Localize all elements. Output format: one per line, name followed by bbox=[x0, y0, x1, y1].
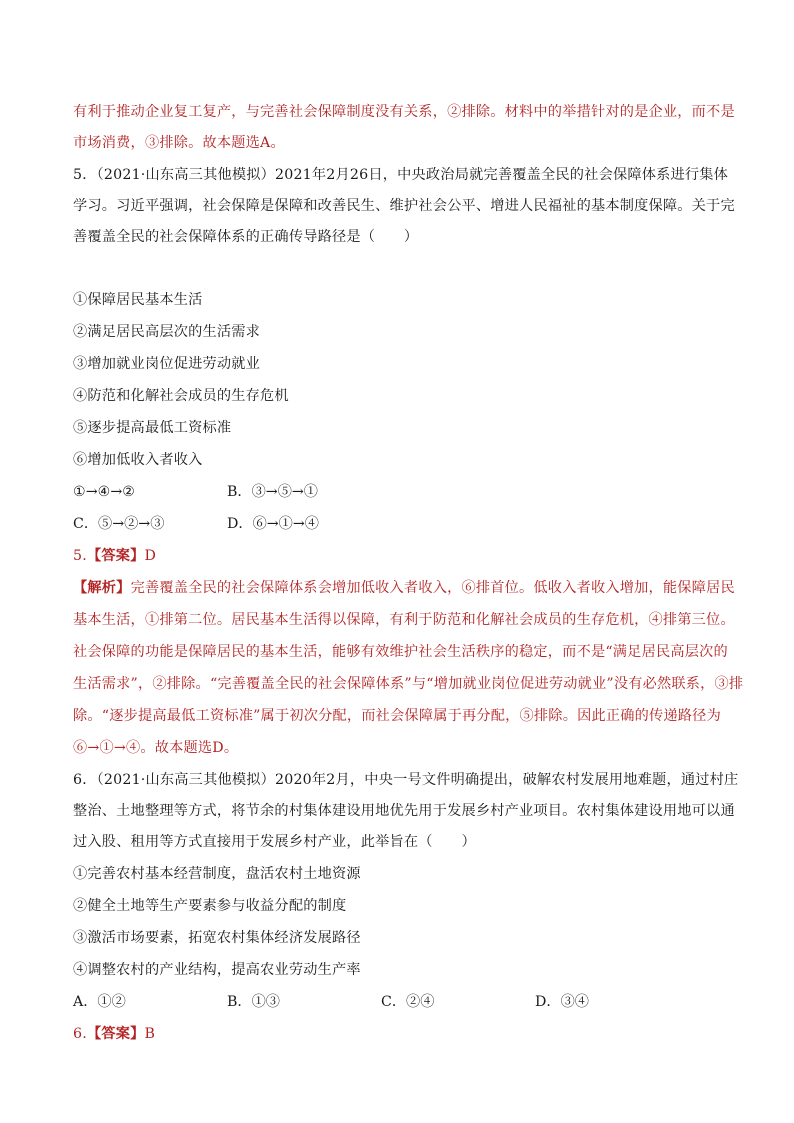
q6-stem-line-1: 6．（2021·山东高三其他模拟）2020年2月，中央一号文件明确提出，破解农村发展用地难题，通过村庄 bbox=[73, 772, 739, 788]
q5-stem-line-1: 5．（2021·山东高三其他模拟）2021年2月26日，中央政治局就完善覆盖全民的社会保障体系进行集体 bbox=[73, 167, 729, 183]
q6-option-c: C．②④ bbox=[381, 994, 435, 1010]
q5-analysis-line-6: ⑥→①→④。故本题选D。 bbox=[73, 740, 239, 756]
q6-answer-value: B bbox=[144, 1026, 156, 1042]
q5-analysis-label: 【解析】 bbox=[73, 580, 131, 596]
q5-analysis-line-2: 基本生活，①排第二位。居民基本生活得以保障，有利于防范和化解社会成员的生存危机，④排第三位。 bbox=[73, 612, 735, 628]
q5-item-2: ②满足居民高层次的生活需求 bbox=[73, 324, 261, 340]
q6-item-2: ②健全土地等生产要素参与收益分配的制度 bbox=[73, 898, 347, 914]
q5-item-5: ⑤逐步提高最低工资标准 bbox=[73, 420, 232, 436]
q6-answer bbox=[73, 1024, 155, 1044]
q5-answer-label: 【答案】 bbox=[86, 548, 145, 564]
q5-analysis-line-5: 除。“逐步提高最低工资标准”属于初次分配，而社会保障属于再分配，⑤排除。因此正确的传递路径为 bbox=[73, 708, 721, 724]
q5-option-a: ①→④→② bbox=[73, 484, 135, 500]
q5-answer-value: D bbox=[144, 548, 157, 564]
q6-answer-number: 6. bbox=[73, 1026, 87, 1042]
q5-item-3: ③增加就业岗位促进劳动就业 bbox=[73, 356, 261, 372]
q6-option-a: A．①② bbox=[73, 994, 126, 1010]
q6-option-b: B．①③ bbox=[227, 994, 280, 1010]
q5-stem-line-2: 学习。习近平强调，社会保障是保障和改善民生、维护社会公平、增进人民福祉的基本制度保障。关于完 bbox=[73, 198, 735, 214]
q5-option-d: D．⑥→①→④ bbox=[227, 516, 319, 532]
q5-analysis-line-1 bbox=[73, 578, 735, 598]
q5-analysis-line-3: 社会保障的功能是保障居民的基本生活，能够有效维护社会生活秩序的稳定，而不是“满足居民高层次的 bbox=[73, 644, 728, 660]
q5-item-4: ④防范和化解社会成员的生存危机 bbox=[73, 388, 289, 404]
q6-item-4: ④调整农村的产业结构，提高农业劳动生产率 bbox=[73, 962, 361, 978]
prev-analysis-line-2: 市场消费，③排除。故本题选A。 bbox=[73, 135, 285, 151]
q6-option-d: D．③④ bbox=[535, 994, 589, 1010]
q5-item-1: ①保障居民基本生活 bbox=[73, 292, 203, 308]
q6-stem-line-2: 整治、土地整理等方式，将节余的村集体建设用地优先用于发展乡村产业项目。农村集体建设用地可以通 bbox=[73, 803, 735, 819]
q5-option-b: B．③→⑤→① bbox=[227, 484, 318, 500]
q5-option-c: C．⑤→②→③ bbox=[73, 516, 165, 532]
q6-item-1: ①完善农村基本经营制度，盘活农村土地资源 bbox=[73, 866, 361, 882]
q5-answer-number: 5. bbox=[73, 548, 87, 564]
q5-answer bbox=[73, 546, 156, 566]
q5-item-6: ⑥增加低收入者收入 bbox=[73, 452, 203, 468]
q5-analysis-line-4: 生活需求”，②排除。“完善覆盖全民的社会保障体系”与“增加就业岗位促进劳动就业”没有必然联系，③排 bbox=[73, 676, 744, 692]
prev-analysis-line-1: 有利于推动企业复工复产，与完善社会保障制度没有关系，②排除。材料中的举措针对的是企业，而不是 bbox=[73, 104, 735, 120]
q6-stem-line-3: 过入股、租用等方式直接用于发展乡村产业，此举旨在（ ） bbox=[73, 834, 476, 850]
q6-item-3: ③激活市场要素，拓宽农村集体经济发展路径 bbox=[73, 930, 361, 946]
q6-answer-label: 【答案】 bbox=[86, 1026, 145, 1042]
q5-stem-line-3: 善覆盖全民的社会保障体系的正确传导路径是（ ） bbox=[73, 229, 419, 245]
q5-analysis-text-1: 完善覆盖全民的社会保障体系会增加低收入者收入，⑥排首位。低收入者收入增加，能保障居民 bbox=[130, 580, 735, 596]
